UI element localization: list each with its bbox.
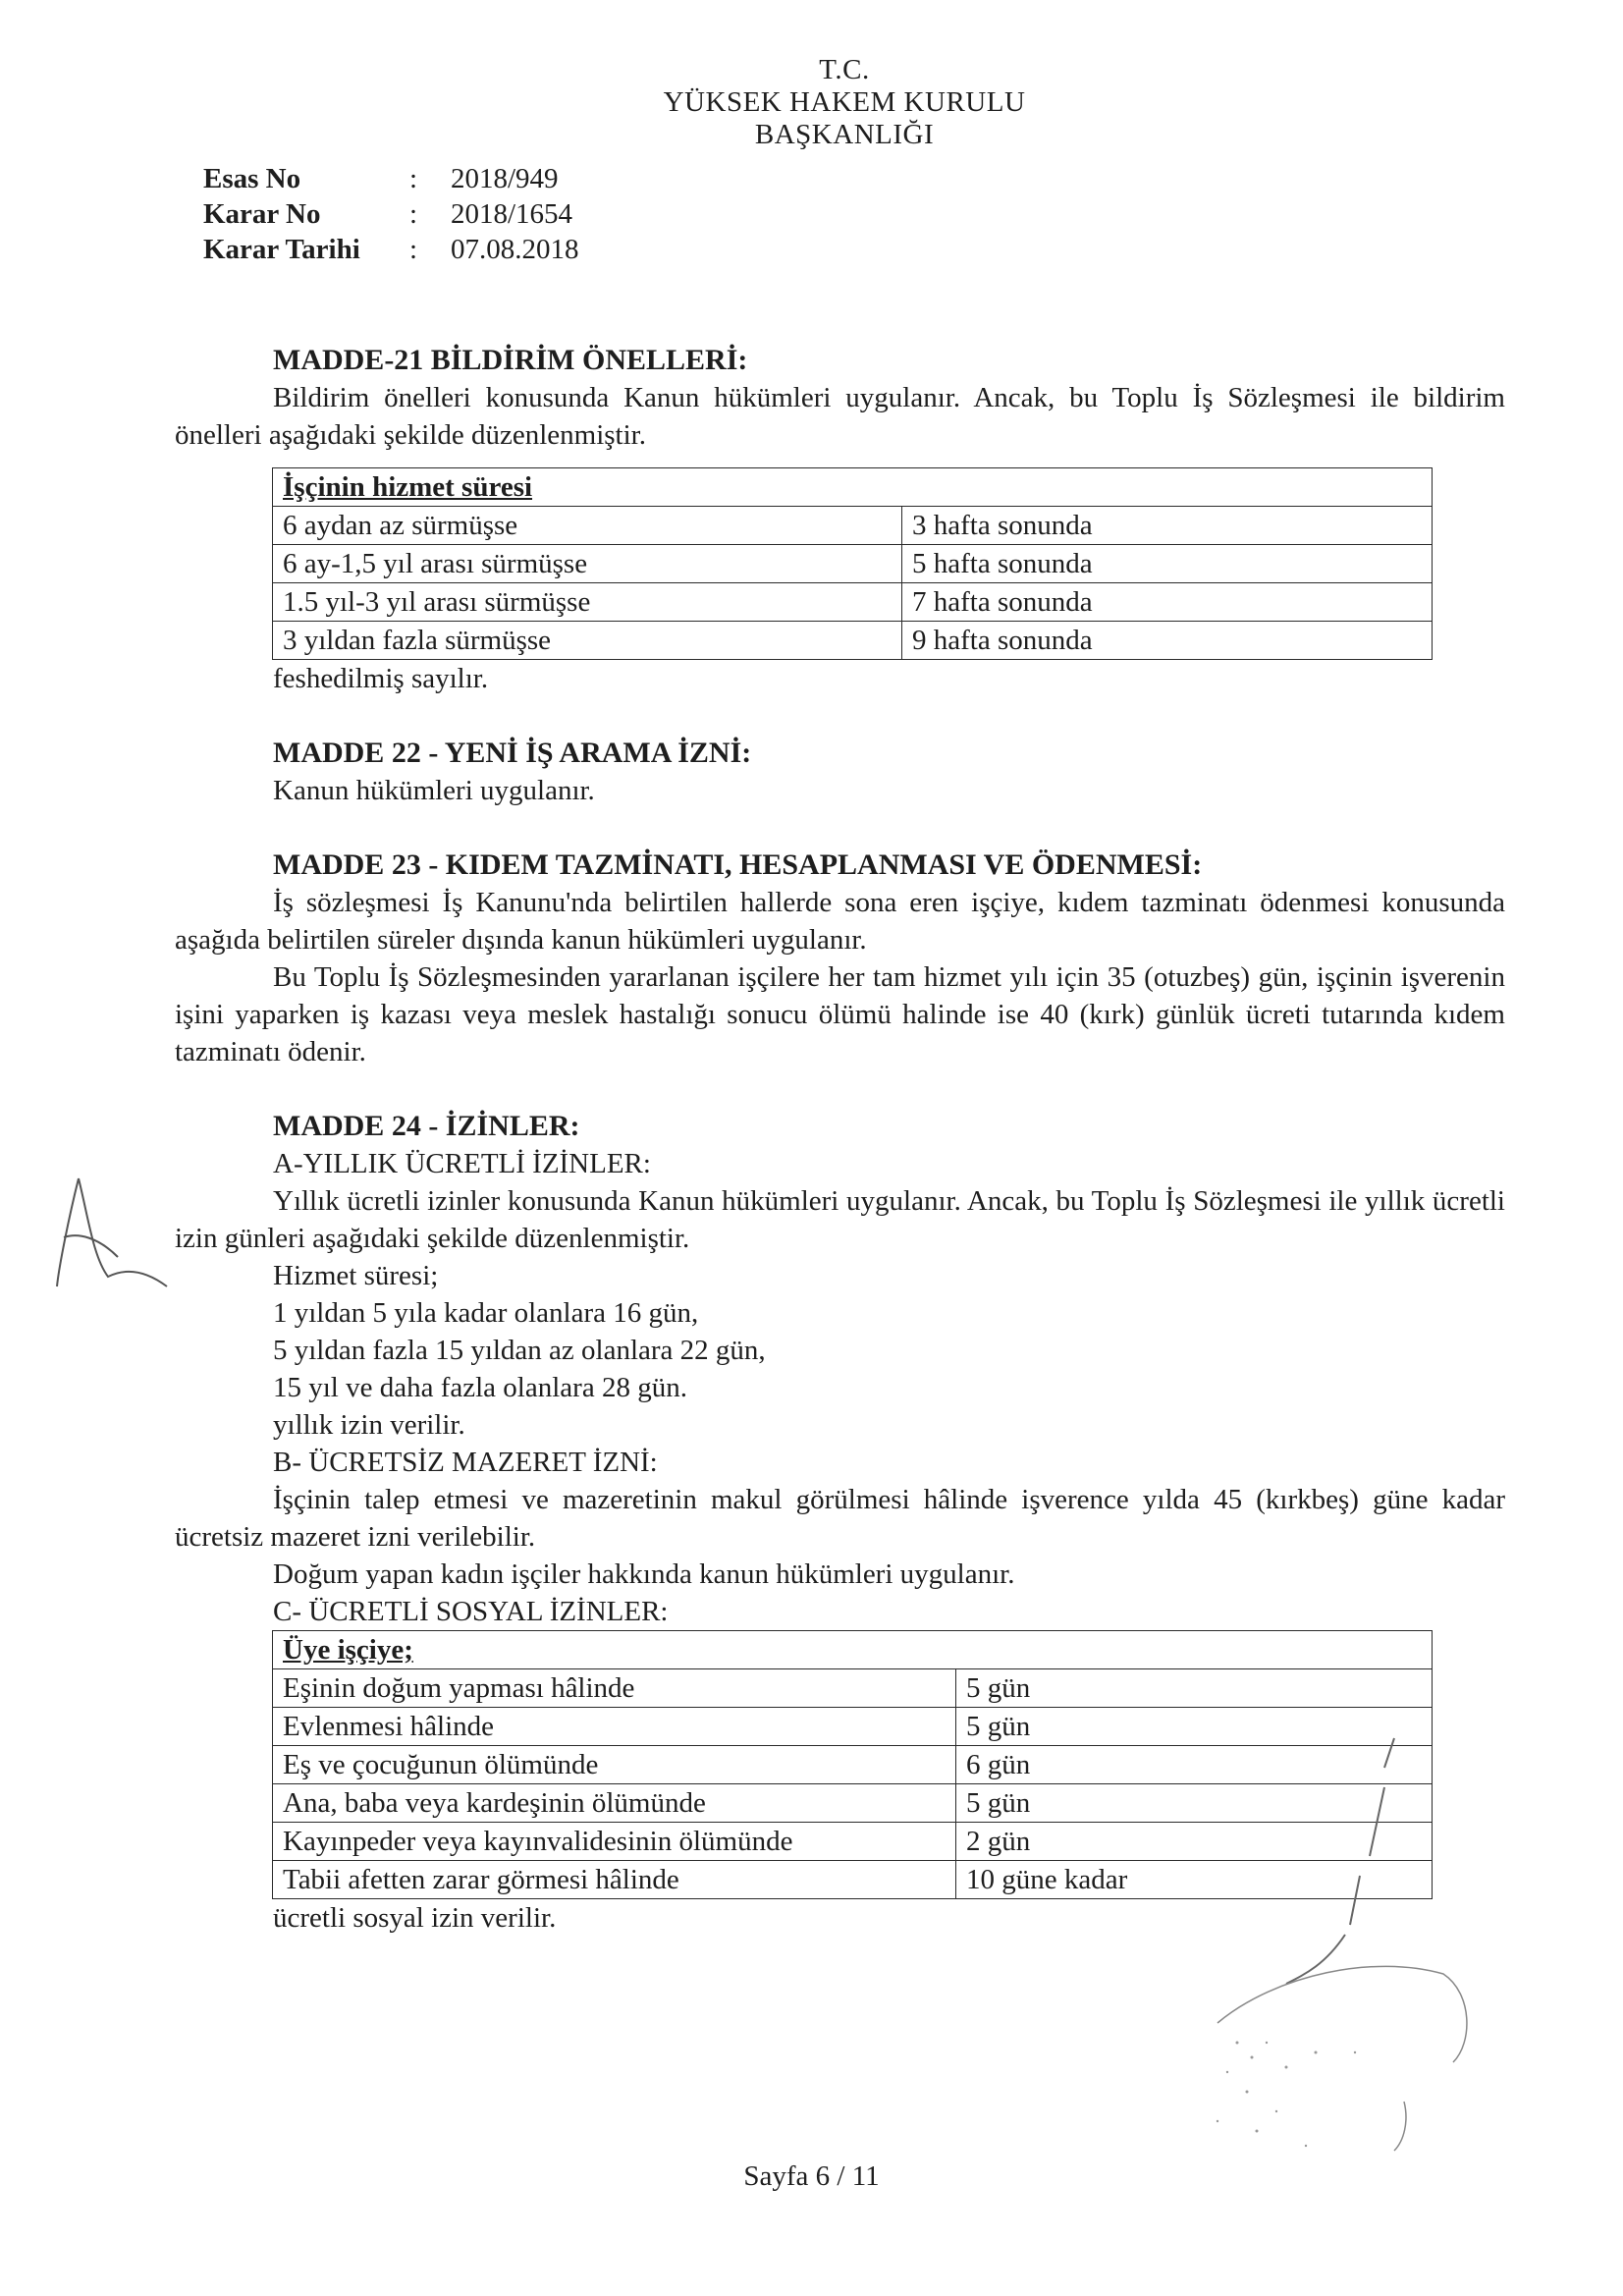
page-number: Sayfa 6 / 11	[743, 2160, 880, 2192]
table-row	[273, 507, 1433, 545]
table-cell: 2 gün	[956, 1823, 1433, 1861]
table-cell: Kayınpeder veya kayınvalidesinin ölümünde	[273, 1823, 956, 1861]
table-cell: Eş ve çocuğunun ölümünde	[273, 1746, 956, 1784]
madde24-a-line: Hizmet süresi;	[273, 1260, 439, 1291]
handwritten-signature	[1159, 1728, 1483, 2160]
meta-key: Esas No	[203, 163, 301, 194]
table-cell: 5 gün	[956, 1669, 1433, 1708]
table-cell: 1.5 yıl-3 yıl arası sürmüşse	[273, 583, 902, 622]
madde24-c-title: C- ÜCRETLİ SOSYAL İZİNLER:	[273, 1596, 669, 1627]
header-presidency: BAŞKANLIĞI	[754, 119, 935, 150]
case-metadata	[203, 161, 579, 267]
madde24-b-text: İşçinin talep etmesi ve mazeretinin makul görülmesi hâlinde işverence yılda 45 (kırkbeş) güne kadar ücretsiz mazeret izni verilebilir.	[175, 1484, 1505, 1553]
madde23-title: MADDE 23 - KIDEM TAZMİNATI, HESAPLANMASI VE ÖDENMESİ:	[273, 848, 1203, 881]
table-header-row	[273, 468, 1433, 507]
table-cell: 9 hafta sonunda	[902, 622, 1433, 660]
table-header-row	[273, 1631, 1433, 1669]
table-row	[273, 622, 1433, 660]
table-header: Üye işçiye;	[273, 1631, 1433, 1669]
meta-key: Karar Tarihi	[203, 234, 360, 265]
table-cell: 3 hafta sonunda	[902, 507, 1433, 545]
meta-sep: :	[409, 198, 418, 230]
meta-value: 07.08.2018	[451, 234, 579, 265]
table-cell: Ana, baba veya kardeşinin ölümünde	[273, 1784, 956, 1823]
header-institution: YÜKSEK HAKEM KURULU	[663, 86, 1026, 118]
table-row	[273, 545, 1433, 583]
madde24-a-line: yıllık izin verilir.	[273, 1409, 465, 1441]
madde21-title: MADDE-21 BİLDİRİM ÖNELLERİ:	[273, 344, 748, 376]
table-row	[273, 583, 1433, 622]
madde24-b-title: B- ÜCRETSİZ MAZERET İZNİ:	[273, 1447, 658, 1478]
madde23-p1: İş sözleşmesi İş Kanunu'nda belirtilen hallerde sona eren işçiye, kıdem tazminatı ödenmesi konusunda aşağıda belirtilen süreler dışında kanun hükümleri uygulanır.	[175, 887, 1505, 956]
table-cell: 6 gün	[956, 1746, 1433, 1784]
madde24-a-text: Yıllık ücretli izinler konusunda Kanun hükümleri uygulanır. Ancak, bu Toplu İş Sözleşmesi ile yıllık ücretli izin günleri aşağıdaki şekilde düzenlenmiştir.	[175, 1185, 1505, 1254]
madde22-text: Kanun hükümleri uygulanır.	[273, 775, 595, 806]
meta-sep: :	[409, 163, 418, 194]
meta-row	[203, 196, 579, 232]
table-cell: Evlenmesi hâlinde	[273, 1708, 956, 1746]
madde24-a-line: 1 yıldan 5 yıla kadar olanlara 16 gün,	[273, 1297, 699, 1329]
madde24-b-text2: Doğum yapan kadın işçiler hakkında kanun hükümleri uygulanır.	[273, 1558, 1015, 1590]
header-tc: T.C.	[819, 54, 870, 85]
table-cell: Tabii afetten zarar görmesi hâlinde	[273, 1861, 956, 1899]
table-cell: 7 hafta sonunda	[902, 583, 1433, 622]
madde24-c-after: ücretli sosyal izin verilir.	[273, 1902, 557, 1934]
meta-value: 2018/1654	[451, 198, 573, 230]
madde23-p2: Bu Toplu İş Sözleşmesinden yararlanan işçilere her tam hizmet yılı için 35 (otuzbeş) gün, işçinin işverenin işini yaparken iş kazası veya meslek hastalığı sonucu ölümü halinde ise 40 (kırk) günlük ücreti tutarında kıdem tazminatı ödenir.	[175, 961, 1505, 1067]
document-header	[550, 54, 1139, 151]
madde24-title: MADDE 24 - İZİNLER:	[273, 1110, 580, 1142]
madde24-a-title: A-YILLIK ÜCRETLİ İZİNLER:	[273, 1148, 651, 1179]
meta-key: Karar No	[203, 198, 321, 230]
table-cell: 6 ay-1,5 yıl arası sürmüşse	[273, 545, 902, 583]
table-cell: 5 gün	[956, 1708, 1433, 1746]
meta-row	[203, 161, 579, 196]
table-cell: 5 gün	[956, 1784, 1433, 1823]
meta-row	[203, 232, 579, 267]
table-cell: 5 hafta sonunda	[902, 545, 1433, 583]
madde24-a-line: 15 yıl ve daha fazla olanlara 28 gün.	[273, 1372, 687, 1403]
document-body	[175, 342, 1505, 1937]
table-row	[273, 1669, 1433, 1708]
table-cell: 6 aydan az sürmüşse	[273, 507, 902, 545]
table-cell: Eşinin doğum yapması hâlinde	[273, 1669, 956, 1708]
table-header: İşçinin hizmet süresi	[273, 468, 1433, 507]
margin-signature	[49, 1159, 177, 1296]
madde22-title: MADDE 22 - YENİ İŞ ARAMA İZNİ:	[273, 737, 752, 769]
table-cell: 10 güne kadar	[956, 1861, 1433, 1899]
table-cell: 3 yıldan fazla sürmüşse	[273, 622, 902, 660]
meta-value: 2018/949	[451, 163, 559, 194]
madde21-after: feshedilmiş sayılır.	[273, 663, 489, 694]
madde24-a-line: 5 yıldan fazla 15 yıldan az olanlara 22 gün,	[273, 1335, 766, 1366]
madde21-text: Bildirim önelleri konusunda Kanun hükümleri uygulanır. Ancak, bu Toplu İş Sözleşmesi ile bildirim önelleri aşağıdaki şekilde düzenlenmiştir.	[175, 382, 1505, 451]
meta-sep: :	[409, 234, 418, 265]
notice-period-table	[272, 467, 1433, 660]
